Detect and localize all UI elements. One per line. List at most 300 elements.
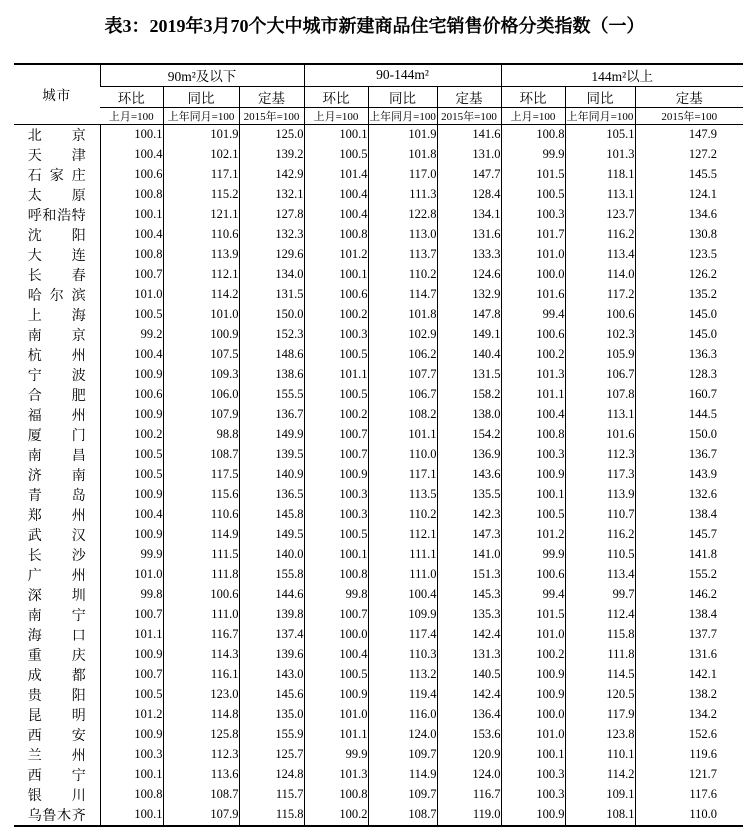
city-cell: 厦 门: [27, 428, 86, 444]
city-cell: 青 岛: [27, 488, 86, 504]
value-cell: 112.1: [163, 265, 239, 285]
table-body: [14, 124, 743, 826]
value-cell: 100.8: [100, 785, 163, 805]
value-cell: 145.0: [635, 305, 743, 325]
value-cell: 134.6: [635, 205, 743, 225]
value-cell: 117.9: [565, 705, 635, 725]
value-cell: 132.1: [239, 185, 304, 205]
value-cell: 140.5: [437, 665, 501, 685]
value-cell: 134.2: [635, 705, 743, 725]
value-cell: 117.1: [368, 465, 437, 485]
value-cell: 100.2: [501, 345, 565, 365]
value-cell: 155.2: [635, 565, 743, 585]
value-cell: 99.4: [501, 585, 565, 605]
city-cell: 重 庆: [27, 648, 86, 664]
value-cell: 135.5: [437, 485, 501, 505]
value-cell: 99.8: [304, 585, 368, 605]
value-cell: 134.0: [239, 265, 304, 285]
value-cell: 100.3: [501, 445, 565, 465]
value-cell: 115.8: [239, 805, 304, 826]
value-cell: 101.3: [501, 365, 565, 385]
value-cell: 120.5: [565, 685, 635, 705]
value-cell: 113.9: [163, 245, 239, 265]
value-cell: 100.2: [100, 425, 163, 445]
value-cell: 134.1: [437, 205, 501, 225]
table-row: [14, 145, 743, 165]
value-cell: 100.3: [501, 205, 565, 225]
value-cell: 149.1: [437, 325, 501, 345]
value-cell: 101.1: [368, 425, 437, 445]
value-cell: 100.1: [100, 805, 163, 826]
col-header-yoy: 同比: [565, 86, 635, 107]
city-cell: 福 州: [27, 408, 86, 424]
value-cell: 100.9: [100, 405, 163, 425]
value-cell: 102.1: [163, 145, 239, 165]
value-cell: 108.7: [163, 785, 239, 805]
value-cell: 100.7: [100, 605, 163, 625]
value-cell: 115.7: [239, 785, 304, 805]
value-cell: 114.9: [368, 765, 437, 785]
city-cell: 天 津: [27, 148, 86, 164]
value-cell: 107.7: [368, 365, 437, 385]
value-cell: 136.9: [437, 445, 501, 465]
value-cell: 100.6: [565, 305, 635, 325]
value-cell: 131.6: [635, 645, 743, 665]
value-cell: 100.7: [304, 425, 368, 445]
value-cell: 117.2: [565, 285, 635, 305]
value-cell: 117.4: [368, 625, 437, 645]
value-cell: 130.8: [635, 225, 743, 245]
value-cell: 100.4: [501, 405, 565, 425]
value-cell: 155.8: [239, 565, 304, 585]
value-cell: 136.7: [635, 445, 743, 465]
base-label-prev-month: 上月=100: [304, 107, 368, 124]
value-cell: 135.3: [437, 605, 501, 625]
value-cell: 121.1: [163, 205, 239, 225]
value-cell: 99.2: [100, 325, 163, 345]
value-cell: 142.4: [437, 625, 501, 645]
value-cell: 100.1: [304, 265, 368, 285]
value-cell: 100.1: [501, 745, 565, 765]
value-cell: 128.4: [437, 185, 501, 205]
table-row: [14, 165, 743, 185]
header-row-index-type: [14, 86, 743, 107]
value-cell: 100.0: [501, 265, 565, 285]
value-cell: 116.2: [565, 525, 635, 545]
value-cell: 100.4: [304, 185, 368, 205]
table-row: [14, 485, 743, 505]
value-cell: 100.8: [304, 225, 368, 245]
value-cell: 112.4: [565, 605, 635, 625]
value-cell: 116.1: [163, 665, 239, 685]
value-cell: 100.6: [100, 165, 163, 185]
value-cell: 116.0: [368, 705, 437, 725]
value-cell: 119.0: [437, 805, 501, 826]
value-cell: 106.7: [565, 365, 635, 385]
value-cell: 113.4: [565, 565, 635, 585]
col-header-yoy: 同比: [163, 86, 239, 107]
group-header-90-and-below: 90m²及以下: [100, 64, 304, 86]
value-cell: 114.9: [163, 525, 239, 545]
value-cell: 160.7: [635, 385, 743, 405]
value-cell: 110.2: [368, 265, 437, 285]
price-index-table: [14, 63, 743, 827]
value-cell: 113.9: [565, 485, 635, 505]
value-cell: 113.2: [368, 665, 437, 685]
value-cell: 114.5: [565, 665, 635, 685]
city-cell: 南 京: [27, 328, 86, 344]
value-cell: 117.5: [163, 465, 239, 485]
city-cell: 北 京: [27, 128, 86, 144]
value-cell: 101.6: [501, 285, 565, 305]
value-cell: 109.1: [565, 785, 635, 805]
value-cell: 136.5: [239, 485, 304, 505]
value-cell: 100.5: [304, 525, 368, 545]
city-column-header: 城市: [14, 64, 100, 124]
value-cell: 145.3: [437, 585, 501, 605]
city-cell: 上 海: [27, 308, 86, 324]
value-cell: 123.7: [565, 205, 635, 225]
value-cell: 99.9: [501, 545, 565, 565]
value-cell: 100.0: [304, 625, 368, 645]
value-cell: 125.8: [163, 725, 239, 745]
value-cell: 145.7: [635, 525, 743, 545]
value-cell: 113.6: [163, 765, 239, 785]
city-cell: 成 都: [27, 668, 86, 684]
table-row: [14, 325, 743, 345]
value-cell: 100.3: [501, 785, 565, 805]
value-cell: 101.2: [501, 525, 565, 545]
city-cell: 西 宁: [27, 768, 86, 784]
col-header-mom: 环比: [100, 86, 163, 107]
value-cell: 101.9: [163, 124, 239, 145]
value-cell: 152.3: [239, 325, 304, 345]
value-cell: 100.3: [100, 745, 163, 765]
value-cell: 100.1: [100, 205, 163, 225]
value-cell: 124.0: [437, 765, 501, 785]
value-cell: 100.0: [501, 705, 565, 725]
value-cell: 100.9: [501, 685, 565, 705]
city-cell: 大 连: [27, 248, 86, 264]
value-cell: 99.8: [100, 585, 163, 605]
value-cell: 100.8: [304, 565, 368, 585]
value-cell: 101.6: [565, 425, 635, 445]
value-cell: 111.8: [163, 565, 239, 585]
value-cell: 100.5: [304, 145, 368, 165]
value-cell: 107.8: [565, 385, 635, 405]
value-cell: 100.9: [304, 685, 368, 705]
value-cell: 113.1: [565, 405, 635, 425]
table-row: [14, 405, 743, 425]
city-cell: 银 川: [27, 788, 86, 804]
value-cell: 115.8: [565, 625, 635, 645]
value-cell: 101.1: [501, 385, 565, 405]
value-cell: 131.5: [239, 285, 304, 305]
value-cell: 138.2: [635, 685, 743, 705]
value-cell: 101.5: [501, 605, 565, 625]
value-cell: 100.1: [100, 765, 163, 785]
value-cell: 100.6: [304, 285, 368, 305]
value-cell: 150.0: [635, 425, 743, 445]
value-cell: 100.9: [100, 645, 163, 665]
value-cell: 101.3: [565, 145, 635, 165]
value-cell: 113.0: [368, 225, 437, 245]
value-cell: 99.9: [100, 545, 163, 565]
city-cell: 呼 和 浩 特: [27, 208, 86, 224]
city-cell: 南 昌: [27, 448, 86, 464]
value-cell: 141.8: [635, 545, 743, 565]
value-cell: 132.9: [437, 285, 501, 305]
value-cell: 113.4: [565, 245, 635, 265]
value-cell: 108.7: [163, 445, 239, 465]
value-cell: 99.9: [501, 145, 565, 165]
value-cell: 145.0: [635, 325, 743, 345]
value-cell: 100.6: [501, 565, 565, 585]
value-cell: 123.8: [565, 725, 635, 745]
value-cell: 100.1: [304, 124, 368, 145]
value-cell: 143.6: [437, 465, 501, 485]
value-cell: 101.0: [100, 285, 163, 305]
value-cell: 118.1: [565, 165, 635, 185]
city-cell: 沈 阳: [27, 228, 86, 244]
base-label-same-month-last-year: 上年同月=100: [565, 107, 635, 124]
header-row-base-period: [14, 107, 743, 124]
value-cell: 99.9: [304, 745, 368, 765]
city-cell: 西 安: [27, 728, 86, 744]
value-cell: 100.4: [368, 585, 437, 605]
value-cell: 113.5: [368, 485, 437, 505]
value-cell: 142.1: [635, 665, 743, 685]
table-row: [14, 685, 743, 705]
value-cell: 100.1: [100, 124, 163, 145]
value-cell: 101.1: [100, 625, 163, 645]
value-cell: 111.1: [368, 545, 437, 565]
value-cell: 124.6: [437, 265, 501, 285]
value-cell: 101.8: [368, 305, 437, 325]
value-cell: 100.2: [501, 645, 565, 665]
value-cell: 132.3: [239, 225, 304, 245]
value-cell: 100.2: [304, 805, 368, 826]
value-cell: 100.1: [304, 545, 368, 565]
value-cell: 101.0: [304, 705, 368, 725]
value-cell: 101.0: [501, 725, 565, 745]
value-cell: 100.9: [100, 485, 163, 505]
value-cell: 143.9: [635, 465, 743, 485]
value-cell: 100.3: [304, 505, 368, 525]
value-cell: 145.8: [239, 505, 304, 525]
col-header-fixed-base: 定基: [437, 86, 501, 107]
value-cell: 100.2: [304, 405, 368, 425]
value-cell: 113.7: [368, 245, 437, 265]
value-cell: 113.1: [565, 185, 635, 205]
value-cell: 147.8: [437, 305, 501, 325]
value-cell: 111.0: [163, 605, 239, 625]
value-cell: 138.0: [437, 405, 501, 425]
value-cell: 110.0: [635, 805, 743, 826]
value-cell: 100.5: [501, 505, 565, 525]
value-cell: 139.2: [239, 145, 304, 165]
value-cell: 100.5: [304, 345, 368, 365]
value-cell: 154.2: [437, 425, 501, 445]
table-row: [14, 505, 743, 525]
table-row: [14, 465, 743, 485]
value-cell: 110.6: [163, 225, 239, 245]
value-cell: 99.7: [565, 585, 635, 605]
city-cell: 石 家 庄: [27, 168, 86, 184]
city-cell: 武 汉: [27, 528, 86, 544]
value-cell: 110.5: [565, 545, 635, 565]
value-cell: 108.1: [565, 805, 635, 826]
value-cell: 107.9: [163, 805, 239, 826]
col-header-fixed-base: 定基: [635, 86, 743, 107]
table-row: [14, 365, 743, 385]
value-cell: 100.4: [100, 145, 163, 165]
value-cell: 100.5: [100, 305, 163, 325]
value-cell: 100.4: [100, 225, 163, 245]
value-cell: 108.2: [368, 405, 437, 425]
value-cell: 112.1: [368, 525, 437, 545]
value-cell: 100.4: [100, 345, 163, 365]
table-row: [14, 665, 743, 685]
value-cell: 100.8: [100, 245, 163, 265]
col-header-mom: 环比: [304, 86, 368, 107]
value-cell: 131.5: [437, 365, 501, 385]
value-cell: 142.4: [437, 685, 501, 705]
value-cell: 100.5: [100, 685, 163, 705]
value-cell: 149.9: [239, 425, 304, 445]
value-cell: 119.4: [368, 685, 437, 705]
value-cell: 127.2: [635, 145, 743, 165]
value-cell: 100.8: [501, 124, 565, 145]
value-cell: 109.9: [368, 605, 437, 625]
city-cell: 哈 尔 滨: [27, 288, 86, 304]
value-cell: 125.0: [239, 124, 304, 145]
value-cell: 100.9: [100, 725, 163, 745]
value-cell: 109.3: [163, 365, 239, 385]
value-cell: 131.6: [437, 225, 501, 245]
value-cell: 155.9: [239, 725, 304, 745]
value-cell: 100.2: [304, 305, 368, 325]
table-row: [14, 565, 743, 585]
value-cell: 100.3: [304, 485, 368, 505]
value-cell: 100.6: [163, 585, 239, 605]
base-label-same-month-last-year: 上年同月=100: [163, 107, 239, 124]
table-row: [14, 745, 743, 765]
value-cell: 137.7: [635, 625, 743, 645]
value-cell: 101.5: [501, 165, 565, 185]
value-cell: 151.3: [437, 565, 501, 585]
value-cell: 135.2: [635, 285, 743, 305]
city-cell: 宁 波: [27, 368, 86, 384]
value-cell: 136.3: [635, 345, 743, 365]
city-cell: 合 肥: [27, 388, 86, 404]
value-cell: 100.7: [304, 445, 368, 465]
value-cell: 116.2: [565, 225, 635, 245]
value-cell: 144.5: [635, 405, 743, 425]
value-cell: 148.6: [239, 345, 304, 365]
value-cell: 109.7: [368, 745, 437, 765]
value-cell: 101.9: [368, 124, 437, 145]
value-cell: 100.7: [100, 265, 163, 285]
city-cell: 南 宁: [27, 608, 86, 624]
value-cell: 100.8: [100, 185, 163, 205]
value-cell: 100.8: [304, 785, 368, 805]
value-cell: 101.1: [304, 365, 368, 385]
table-row: [14, 765, 743, 785]
value-cell: 105.1: [565, 124, 635, 145]
base-label-2015: 2015年=100: [239, 107, 304, 124]
value-cell: 139.6: [239, 645, 304, 665]
value-cell: 114.8: [163, 705, 239, 725]
table-title: 表3：2019年3月70个大中城市新建商品住宅销售价格分类指数（一）: [104, 16, 645, 36]
table-row: [14, 525, 743, 545]
value-cell: 100.3: [501, 765, 565, 785]
value-cell: 124.1: [635, 185, 743, 205]
value-cell: 119.6: [635, 745, 743, 765]
city-cell: 广 州: [27, 568, 86, 584]
value-cell: 133.3: [437, 245, 501, 265]
col-header-yoy: 同比: [368, 86, 437, 107]
value-cell: 100.9: [304, 465, 368, 485]
col-header-fixed-base: 定基: [239, 86, 304, 107]
value-cell: 115.6: [163, 485, 239, 505]
city-cell: 长 春: [27, 268, 86, 284]
value-cell: 100.9: [163, 325, 239, 345]
value-cell: 114.2: [565, 765, 635, 785]
city-cell: 济 南: [27, 468, 86, 484]
value-cell: 100.5: [304, 665, 368, 685]
value-cell: 138.4: [635, 505, 743, 525]
value-cell: 106.2: [368, 345, 437, 365]
value-cell: 111.5: [163, 545, 239, 565]
value-cell: 126.2: [635, 265, 743, 285]
value-cell: 123.5: [635, 245, 743, 265]
value-cell: 100.4: [100, 505, 163, 525]
value-cell: 114.0: [565, 265, 635, 285]
value-cell: 136.4: [437, 705, 501, 725]
value-cell: 152.6: [635, 725, 743, 745]
value-cell: 153.6: [437, 725, 501, 745]
value-cell: 117.6: [635, 785, 743, 805]
value-cell: 101.3: [304, 765, 368, 785]
value-cell: 121.7: [635, 765, 743, 785]
value-cell: 107.5: [163, 345, 239, 365]
value-cell: 120.9: [437, 745, 501, 765]
value-cell: 102.3: [565, 325, 635, 345]
value-cell: 107.9: [163, 405, 239, 425]
value-cell: 100.5: [304, 385, 368, 405]
value-cell: 135.0: [239, 705, 304, 725]
table-row: [14, 705, 743, 725]
value-cell: 132.6: [635, 485, 743, 505]
value-cell: 116.7: [437, 785, 501, 805]
value-cell: 100.4: [304, 645, 368, 665]
value-cell: 136.7: [239, 405, 304, 425]
value-cell: 144.6: [239, 585, 304, 605]
table-row: [14, 245, 743, 265]
value-cell: 114.3: [163, 645, 239, 665]
value-cell: 101.8: [368, 145, 437, 165]
value-cell: 138.6: [239, 365, 304, 385]
group-header-144-above: 144m²以上: [501, 64, 743, 86]
value-cell: 110.6: [163, 505, 239, 525]
table-row: [14, 725, 743, 745]
city-cell: 深 圳: [27, 588, 86, 604]
value-cell: 117.1: [163, 165, 239, 185]
table-row: [14, 124, 743, 145]
value-cell: 100.6: [501, 325, 565, 345]
base-label-2015: 2015年=100: [437, 107, 501, 124]
